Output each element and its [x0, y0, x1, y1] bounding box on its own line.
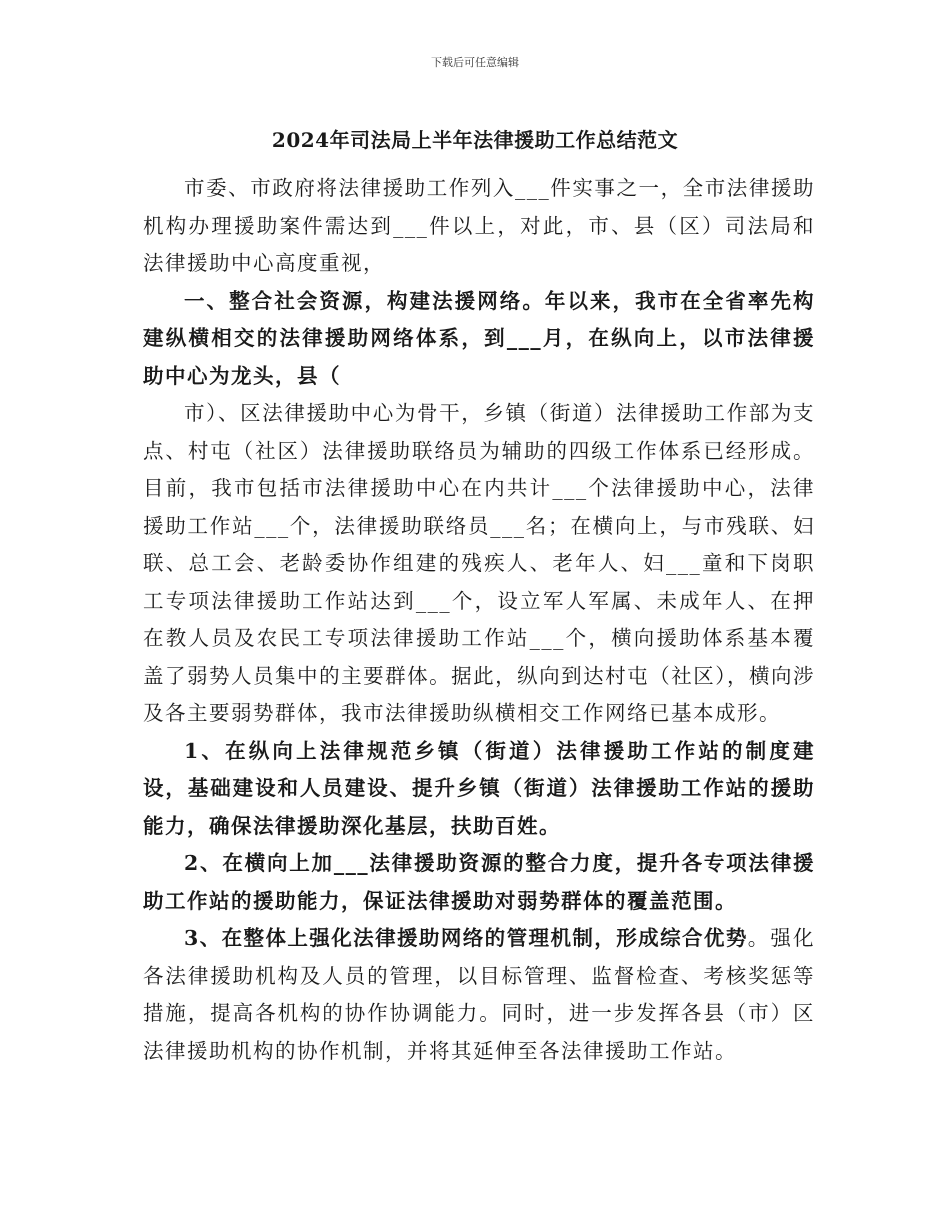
document-title: 2024年司法局上半年法律援助工作总结范文 — [271, 128, 679, 152]
point-three-text: 。强化各法律援助机构及人员的管理，以目标管理、监督检查、考核奖惩等措施，提高各机构的协作协调能力。同时，进一步发挥各县（市）区法律援助机构的协作机制，并将其延伸至各法律援助工作站。 — [143, 926, 816, 1063]
paragraph-point-three — [143, 920, 815, 1070]
paragraph-network-system: 市）、区法律援助中心为骨干，乡镇（街道）法律援助工作部为支点、村屯（社区）法律援助联络员为辅助的四级工作体系已经形成。目前，我市包括市法律援助中心在内共计___个法律援助中心，法律援助工作站___个，法律援助联络员___名；在横向上，与市残联、妇联、总工会、老龄委协作组建的残疾人、老年人、妇___童和下岗职工专项法律援助工作站达到___个，设立军人军属、未成年人、在押在教人员及农民工专项法律援助工作站___个，横向援助体系基本覆盖了弱势人员集中的主要群体。据此，纵向到达村屯（社区），横向涉及各主要弱势群体，我市法律援助纵横相交工作网络已基本成形。 — [143, 401, 815, 725]
paragraph-section-one-heading: 一、整合社会资源，构建法援网络。年以来，我市在全省率先构建纵横相交的法律援助网络体系，到___月，在纵向上，以市法律援助中心为龙头，县（ — [143, 288, 815, 388]
point-three-heading: 3、在整体上强化法律援助网络的管理机制，形成综合优势 — [184, 926, 748, 950]
paragraph-point-two: 2、在横向上加___法律援助资源的整合力度，提升各专项法律援助工作站的援助能力，保证法律援助对弱势群体的覆盖范围。 — [143, 851, 815, 913]
paragraph-point-one: 1、在纵向上法律规范乡镇（街道）法律援助工作站的制度建设，基础建设和人员建设、提升乡镇（街道）法律援助工作站的援助能力，确保法律援助深化基层，扶助百姓。 — [143, 738, 815, 838]
paragraph-intro: 市委、市政府将法律援助工作列入___件实事之一，全市法律援助机构办理援助案件需达到___件以上，对此，市、县（区）司法局和法律援助中心高度重视， — [143, 176, 815, 275]
header-note: 下载后可任意编辑 — [431, 56, 519, 69]
document-body — [143, 170, 815, 1070]
